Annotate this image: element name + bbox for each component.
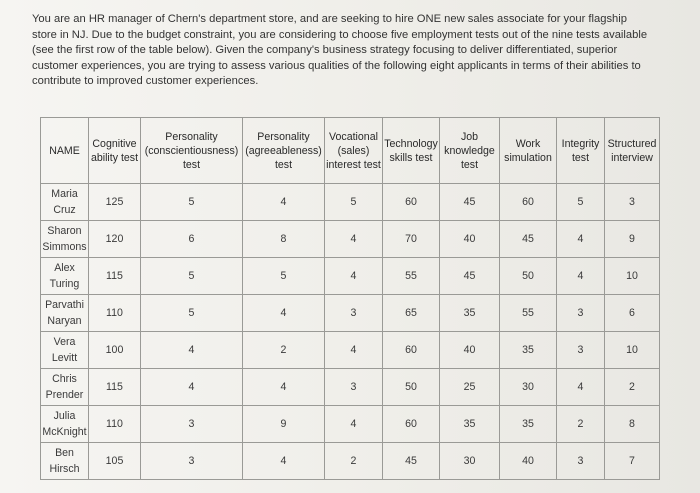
cell: 8 — [243, 221, 325, 258]
applicant-name: Vera Levitt — [41, 332, 89, 369]
cell: 4 — [557, 258, 605, 295]
cell: 2 — [605, 369, 660, 406]
cell: 35 — [500, 332, 557, 369]
header-work-simulation: Work simulation — [500, 118, 557, 184]
applicant-name: Julia McKnight — [41, 406, 89, 443]
cell: 45 — [500, 221, 557, 258]
applicant-name: Sharon Simmons — [41, 221, 89, 258]
applicant-scores-table — [40, 117, 660, 480]
header-name: NAME — [41, 118, 89, 184]
applicant-name: Ben Hirsch — [41, 443, 89, 480]
cell: 4 — [325, 258, 383, 295]
cell: 45 — [440, 184, 500, 221]
cell: 45 — [440, 258, 500, 295]
cell: 60 — [383, 332, 440, 369]
cell: 2 — [325, 443, 383, 480]
table-row — [41, 221, 660, 258]
cell: 35 — [500, 406, 557, 443]
cell: 8 — [605, 406, 660, 443]
header-job-knowledge: Job knowledge test — [440, 118, 500, 184]
cell: 45 — [383, 443, 440, 480]
cell: 5 — [243, 258, 325, 295]
cell: 40 — [440, 221, 500, 258]
cell: 10 — [605, 258, 660, 295]
cell: 5 — [141, 258, 243, 295]
cell: 100 — [89, 332, 141, 369]
table-row — [41, 258, 660, 295]
cell: 70 — [383, 221, 440, 258]
cell: 9 — [243, 406, 325, 443]
cell: 115 — [89, 258, 141, 295]
cell: 5 — [557, 184, 605, 221]
header-cognitive: Cognitive ability test — [89, 118, 141, 184]
cell: 55 — [383, 258, 440, 295]
header-integrity: Integrity test — [557, 118, 605, 184]
header-structured-interview: Structured interview — [605, 118, 660, 184]
header-agreeableness: Personality (agreeableness) test — [243, 118, 325, 184]
cell: 6 — [141, 221, 243, 258]
cell: 5 — [141, 184, 243, 221]
cell: 4 — [557, 369, 605, 406]
cell: 25 — [440, 369, 500, 406]
cell: 4 — [243, 295, 325, 332]
cell: 40 — [440, 332, 500, 369]
cell: 4 — [141, 332, 243, 369]
cell: 35 — [440, 406, 500, 443]
cell: 3 — [557, 443, 605, 480]
cell: 4 — [325, 332, 383, 369]
table-row — [41, 406, 660, 443]
header-technology: Technology skills test — [383, 118, 440, 184]
table-header-row — [41, 118, 660, 184]
cell: 115 — [89, 369, 141, 406]
cell: 2 — [243, 332, 325, 369]
cell: 2 — [557, 406, 605, 443]
cell: 4 — [243, 369, 325, 406]
cell: 60 — [383, 406, 440, 443]
cell: 125 — [89, 184, 141, 221]
cell: 40 — [500, 443, 557, 480]
cell: 120 — [89, 221, 141, 258]
header-conscientiousness: Personality (conscientiousness) test — [141, 118, 243, 184]
cell: 9 — [605, 221, 660, 258]
cell: 3 — [325, 369, 383, 406]
header-vocational: Vocational (sales) interest test — [325, 118, 383, 184]
table-row — [41, 332, 660, 369]
cell: 105 — [89, 443, 141, 480]
cell: 35 — [440, 295, 500, 332]
table-row — [41, 184, 660, 221]
cell: 3 — [557, 332, 605, 369]
cell: 50 — [383, 369, 440, 406]
applicant-name: Maria Cruz — [41, 184, 89, 221]
cell: 3 — [325, 295, 383, 332]
cell: 4 — [243, 443, 325, 480]
cell: 5 — [141, 295, 243, 332]
cell: 4 — [325, 221, 383, 258]
cell: 4 — [243, 184, 325, 221]
cell: 3 — [557, 295, 605, 332]
cell: 3 — [141, 406, 243, 443]
cell: 30 — [500, 369, 557, 406]
cell: 110 — [89, 295, 141, 332]
table-row — [41, 369, 660, 406]
cell: 60 — [383, 184, 440, 221]
cell: 30 — [440, 443, 500, 480]
problem-statement: You are an HR manager of Chern's department store, and are seeking to hire ONE new sales associate for your flagship store in NJ. Due to the budget constraint, you are considering to choose five employment tests out of the nine tests available (see the first row of the table below). Given the company's business strategy focusing to deliver differentiated, superior customer experiences, you are trying to assess various qualities of the following eight applicants in terms of their abilities to contribute to improved customer experiences. — [32, 13, 648, 88]
cell: 4 — [557, 221, 605, 258]
cell: 65 — [383, 295, 440, 332]
applicant-name: Parvathi Naryan — [41, 295, 89, 332]
cell: 3 — [605, 184, 660, 221]
cell: 110 — [89, 406, 141, 443]
cell: 60 — [500, 184, 557, 221]
cell: 10 — [605, 332, 660, 369]
cell: 4 — [325, 406, 383, 443]
cell: 6 — [605, 295, 660, 332]
table-row — [41, 443, 660, 480]
applicant-name: Alex Turing — [41, 258, 89, 295]
cell: 50 — [500, 258, 557, 295]
cell: 3 — [141, 443, 243, 480]
cell: 5 — [325, 184, 383, 221]
table-row — [41, 295, 660, 332]
cell: 55 — [500, 295, 557, 332]
cell: 7 — [605, 443, 660, 480]
applicant-name: Chris Prender — [41, 369, 89, 406]
cell: 4 — [141, 369, 243, 406]
